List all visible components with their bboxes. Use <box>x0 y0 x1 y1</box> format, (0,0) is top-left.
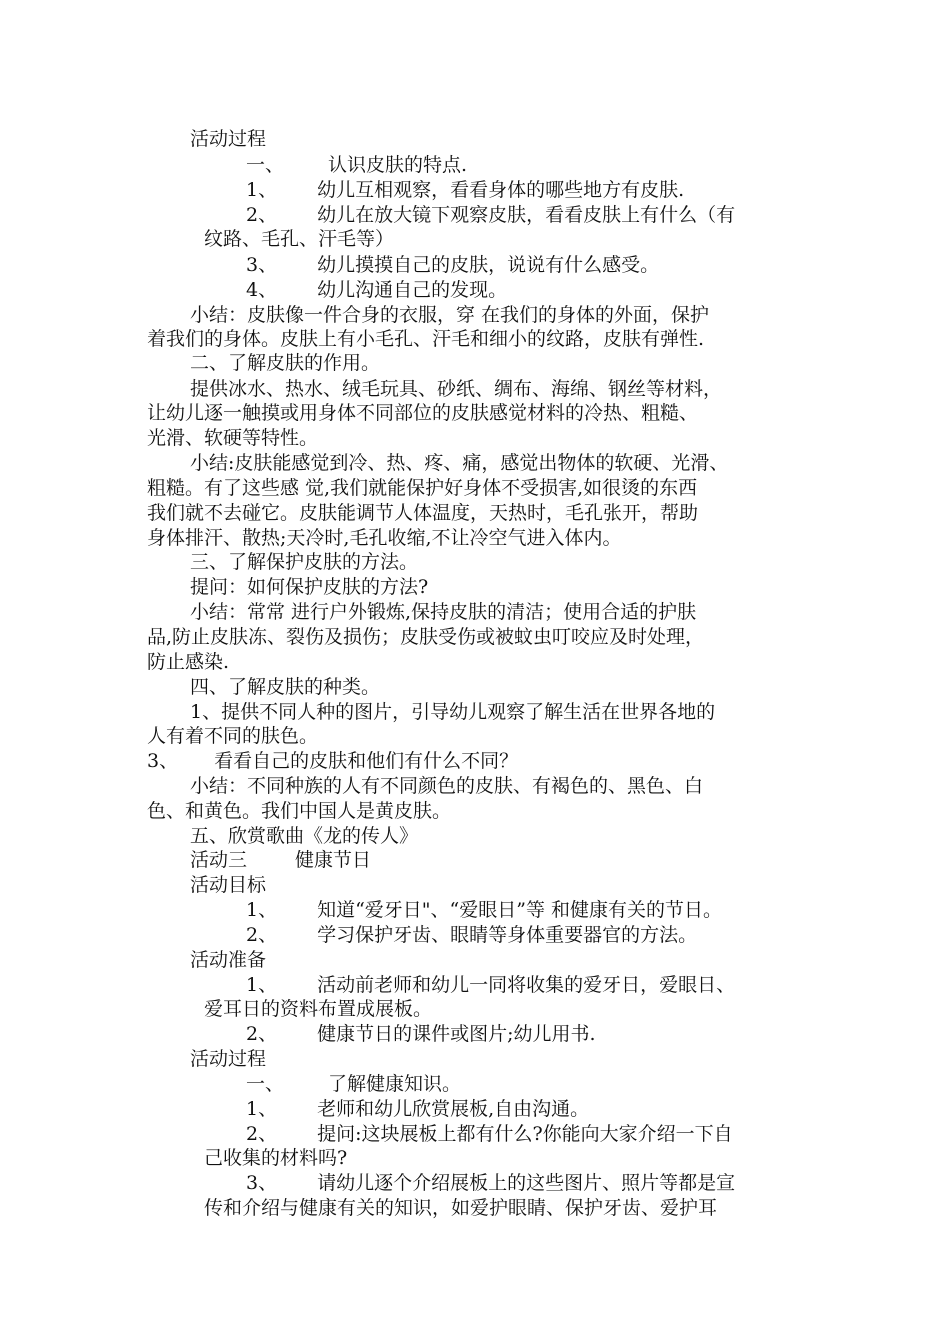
list-item: 3、 幼儿摸摸自己的皮肤，说说有什么感受。 <box>246 254 660 276</box>
section-five-title: 五、欣赏歌曲《龙的传人》 <box>190 825 419 847</box>
heading-activity-goals: 活动目标 <box>190 874 267 896</box>
list-item: 2、 学习保护牙齿、眼睛等身体重要器官的方法。 <box>246 924 698 946</box>
text-line: 己收集的材料吗? <box>204 1147 348 1169</box>
text-line: 小结：不同种族的人有不同颜色的皮肤、有褐色的、黑色、白 <box>190 775 704 797</box>
list-item: 1、 知道“爱牙日"、“爱眼日”等 和健康有关的节日。 <box>246 899 723 921</box>
section-one-title: 一、 认识皮肤的特点. <box>246 154 468 176</box>
list-item: 3、 请幼儿逐个介绍展板上的这些图片、照片等都是宣 <box>246 1172 736 1194</box>
list-item: 3、 看看自己的皮肤和他们有什么不同？ <box>147 750 519 772</box>
text-line: 小结：皮肤像一件合身的衣服，穿 在我们的身体的外面，保护 <box>190 304 710 326</box>
text-line: 让幼儿逐一触摸或用身体不同部位的皮肤感觉材料的冷热、粗糙、 <box>147 402 699 424</box>
text-line: 提供冰水、热水、绒毛玩具、砂纸、绸布、海绵、钢丝等材料， <box>190 378 723 400</box>
text-line: 纹路、毛孔、汗毛等） <box>204 228 395 250</box>
activity-three-title: 活动三 健康节日 <box>190 849 372 871</box>
text-line: 身体排汗、散热;天冷时,毛孔收缩,不让冷空气进入体内。 <box>147 527 622 549</box>
text-line: 1、提供不同人种的图片，引导幼儿观察了解生活在世界各地的 <box>190 701 716 723</box>
list-item: 4、 幼儿沟通自己的发现。 <box>246 279 508 301</box>
heading-activity-preparation: 活动准备 <box>190 949 267 971</box>
text-line: 粗糙。有了这些感 觉,我们就能保护好身体不受损害,如很烫的东西 <box>147 477 698 499</box>
list-item: 2、 健康节日的课件或图片;幼儿用书. <box>246 1023 596 1045</box>
list-item: 2、 幼儿在放大镜下观察皮肤，看看皮肤上有什么（有 <box>246 204 736 226</box>
text-line: 防止感染. <box>147 651 230 673</box>
text-line: 我们就不去碰它。皮肤能调节人体温度，天热时，毛孔张开，帮助 <box>147 502 699 524</box>
text-line: 小结:皮肤能感觉到冷、热、疼、痛，感觉出物体的软硬、光滑、 <box>190 452 729 474</box>
text-line: 传和介绍与健康有关的知识，如爱护眼睛、保护牙齿、爱护耳 <box>204 1197 718 1219</box>
section-four-title: 四、了解皮肤的种类。 <box>190 676 381 698</box>
section-one-title: 一、 了解健康知识。 <box>246 1073 462 1095</box>
text-line: 着我们的身体。皮肤上有小毛孔、汗毛和细小的纹路，皮肤有弹性. <box>147 328 705 350</box>
list-item: 1、 幼儿互相观察，看看身体的哪些地方有皮肤. <box>246 179 685 201</box>
section-two-title: 二、了解皮肤的作用。 <box>190 352 381 374</box>
text-line: 小结：常常 进行户外锻炼,保持皮肤的清洁；使用合适的护肤 <box>190 601 697 623</box>
text-line: 光滑、软硬等特性。 <box>147 427 319 449</box>
heading-activity-process: 活动过程 <box>190 1048 267 1070</box>
section-three-title: 三、了解保护皮肤的方法。 <box>190 551 419 573</box>
list-item: 1、 老师和幼儿欣赏展板,自由沟通。 <box>246 1098 590 1120</box>
text-line: 人有着不同的肤色。 <box>147 725 319 747</box>
text-line: 爱耳日的资料布置成展板。 <box>204 998 433 1020</box>
text-line: 色、和黄色。我们中国人是黄皮肤。 <box>147 800 452 822</box>
text-line: 品,防止皮肤冻、裂伤及损伤；皮肤受伤或被蚊虫叮咬应及时处理， <box>147 626 705 648</box>
list-item: 2、 提问:这块展板上都有什么?你能向大家介绍一下自 <box>246 1123 733 1145</box>
text-line: 提问：如何保护皮肤的方法? <box>190 576 429 598</box>
heading-activity-process: 活动过程 <box>190 128 267 150</box>
list-item: 1、 活动前老师和幼儿一同将收集的爱牙日，爱眼日、 <box>246 974 736 996</box>
